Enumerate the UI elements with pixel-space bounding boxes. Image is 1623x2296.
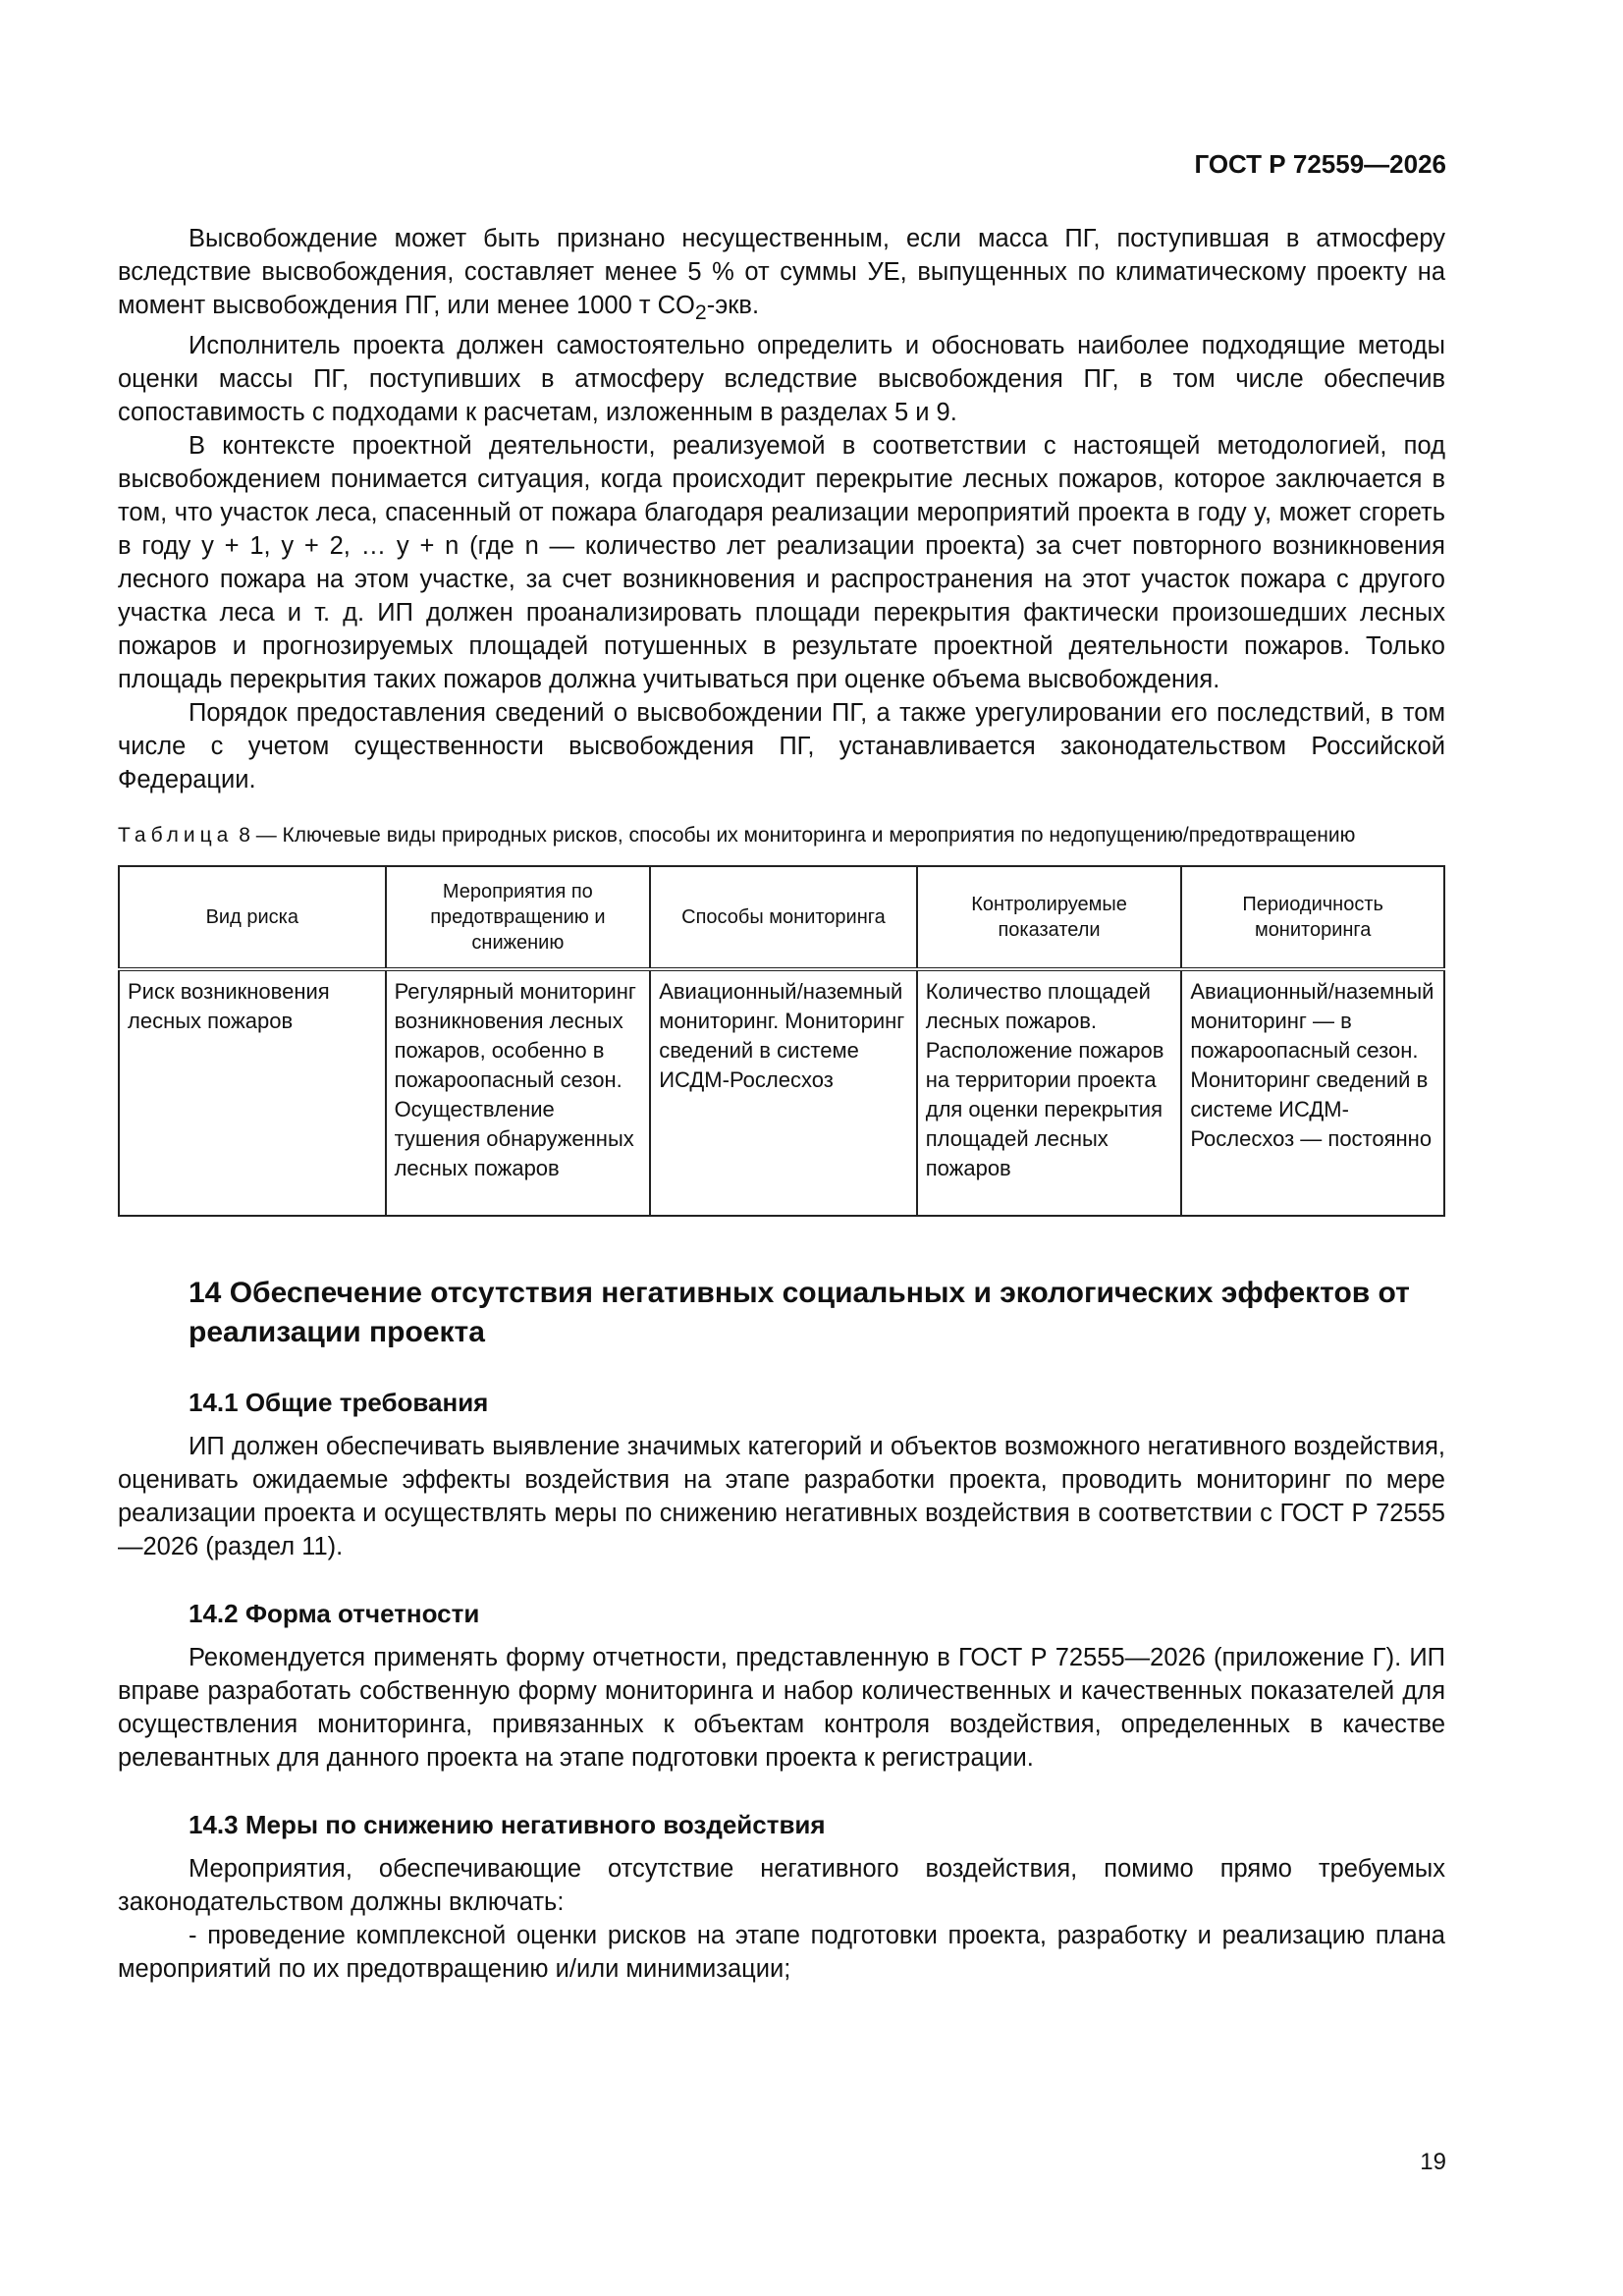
section-14-2-title: 14.2 Форма отчетности bbox=[189, 1599, 480, 1629]
section-14-2-text: Рекомендуется применять форму отчетности, представленную в ГОСТ Р 72555—2026 (приложение Г). ИП вправе разработать собственную форму мониторинга и набор количественных и качественных показателей для осуществления мониторинга, привязанных к объектам контроля воздействия, определенных в качестве релевантных для данного проекта на этапе подготовки проекта к регистрации. bbox=[118, 1644, 1445, 1773]
section-14-title: 14 Обеспечение отсутствия негативных социальных и экологических эффектов от реализации проекта bbox=[189, 1277, 1410, 1349]
standard-code-header: ГОСТ Р 72559—2026 bbox=[1194, 149, 1446, 179]
section-14-3-title: 14.3 Меры по снижению негативного воздействия bbox=[189, 1810, 826, 1840]
header-measures: Мероприятия по предотвращению и снижению bbox=[386, 866, 651, 969]
cell-monitoring-frequency: Авиационный/наземный мониторинг — в пожароопасный сезон. Мониторинг сведений в системе ИСДМ-Рослесхоз — постоянно bbox=[1181, 969, 1444, 1216]
table-header-row bbox=[119, 866, 1444, 969]
section-14-3-text: Мероприятия, обеспечивающие отсутствие негативного воздействия, помимо прямо требуемых законодательством должны включать: bbox=[118, 1855, 1445, 1917]
header-risk-type: Вид риска bbox=[119, 866, 386, 969]
cell-measures: Регулярный мониторинг возникновения лесных пожаров, особенно в пожароопасный сезон. Осуществление тушения обнаруженных лесных пожаров bbox=[386, 969, 651, 1216]
table-caption-text: 8 — Ключевые виды природных рисков, способы их мониторинга и мероприятия по недопущению/предотвращению bbox=[239, 824, 1356, 847]
section-14-1-text: ИП должен обеспечивать выявление значимых категорий и объектов возможного негативного воздействия, оценивать ожидаемые эффекты воздействия на этапе разработки проекта, проводить мониторинг по мере реализации проекта и осуществлять меры по снижению негативных воздействия в соответствии с ГОСТ Р 72555—2026 (раздел 11). bbox=[118, 1433, 1445, 1561]
subscript: 2 bbox=[694, 301, 707, 325]
table-caption bbox=[118, 822, 1445, 849]
paragraph-methods: Исполнитель проекта должен самостоятельно определить и обосновать наиболее подходящие методы оценки массы ПГ, поступивших в атмосферу вследствие высвобождения ПГ, в том числе обеспечив сопоставимость с подходами к расчетам, изложенным в разделах 5 и 9. bbox=[118, 332, 1445, 427]
page-number: 19 bbox=[1420, 2149, 1446, 2175]
header-controlled-indicators: Контролируемые показатели bbox=[917, 866, 1182, 969]
cell-risk-type: Риск возникновения лесных пожаров bbox=[119, 969, 386, 1216]
header-monitoring-methods: Способы мониторинга bbox=[650, 866, 917, 969]
risk-table bbox=[118, 865, 1445, 1217]
paragraph-reporting-order: Порядок предоставления сведений о высвобождении ПГ, а также урегулировании его последствий, в том числе с учетом существенности высвобождения ПГ, устанавливается законодательством Российской Федерации. bbox=[118, 699, 1445, 794]
paragraph-text: Высвобождение может быть признано несущественным, если масса ПГ, поступившая в атмосферу вследствие высвобождения, составляет менее 5 % от суммы УЕ, выпущенных по климатическому проекту на момент высвобождения ПГ, или менее 1000 т CO bbox=[118, 225, 1445, 319]
table-row bbox=[119, 969, 1444, 1216]
section-14-1-title: 14.1 Общие требования bbox=[189, 1388, 489, 1418]
cell-controlled-indicators: Количество площадей лесных пожаров. Расположение пожаров на территории проекта для оценки перекрытия площадей лесных пожаров bbox=[917, 969, 1182, 1216]
paragraph-text: -экв. bbox=[706, 292, 760, 319]
paragraph-release-threshold bbox=[118, 222, 1445, 329]
header-monitoring-frequency: Периодичность мониторинга bbox=[1181, 866, 1444, 969]
paragraph-release-definition: В контексте проектной деятельности, реализуемой в соответствии с настоящей методологией, под высвобождением понимается ситуация, когда происходит перекрытие лесных пожаров, которое заключается в том, что участок леса, спасенный от пожара благодаря реализации мероприятий проекта в году y, может сгореть в году y + 1, y + 2, … y + n (где n — количество лет реализации проекта) за счет повторного возникновения лесного пожара на этом участке, за счет возникновения и распространения на этот участок пожара с другого участка леса и т. д. ИП должен проанализировать площади перекрытия фактически произошедших лесных пожаров и прогнозируемых площадей потушенных в результате проектной деятельности пожаров. Только площадь перекрытия таких пожаров должна учитываться при оценке объема высвобождения. bbox=[118, 432, 1445, 694]
page-body bbox=[118, 222, 1445, 1986]
table-caption-label: Таблица bbox=[118, 824, 234, 847]
cell-monitoring-methods: Авиационный/наземный мониторинг. Мониторинг сведений в системе ИСДМ-Рослесхоз bbox=[650, 969, 917, 1216]
list-item: - проведение комплексной оценки рисков на этапе подготовки проекта, разработку и реализацию плана мероприятий по их предотвращению и/или минимизации; bbox=[118, 1922, 1445, 1984]
